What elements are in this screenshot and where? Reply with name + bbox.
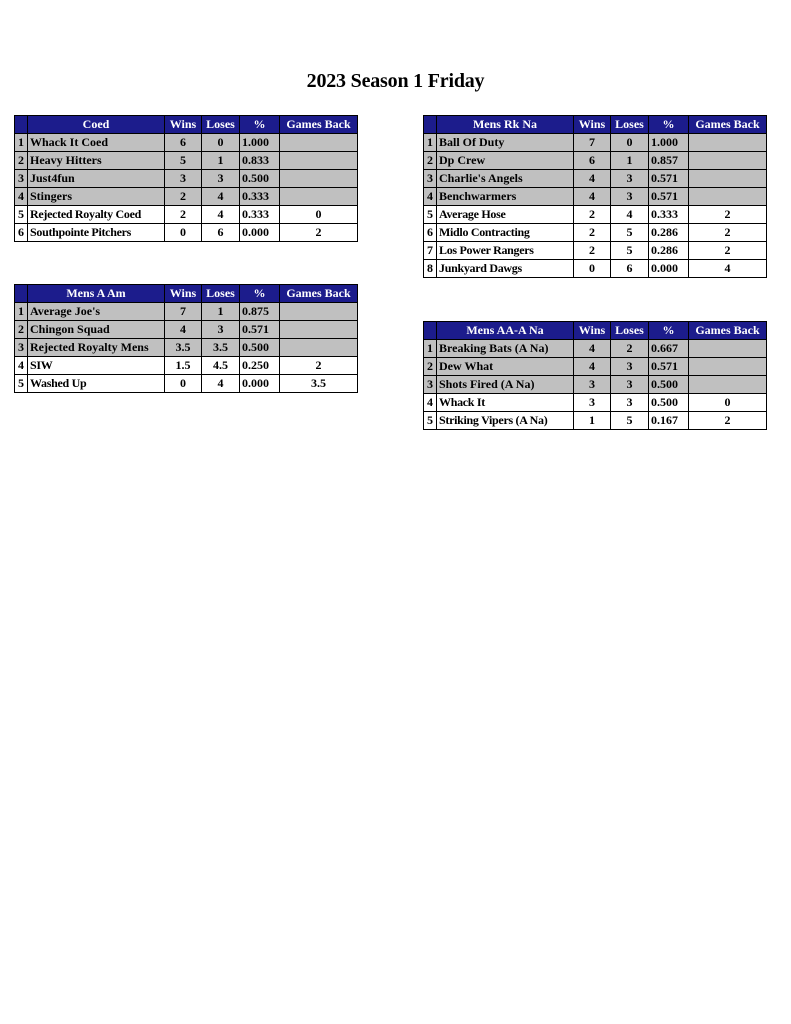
rank-cell: 1 bbox=[424, 134, 437, 152]
team-name: Striking Vipers (A Na) bbox=[437, 412, 574, 430]
division-header: Mens AA-A Na bbox=[437, 322, 574, 340]
games-back-cell bbox=[280, 134, 358, 152]
team-name: Whack It bbox=[437, 394, 574, 412]
loses-cell: 1 bbox=[202, 303, 240, 321]
rank-cell: 5 bbox=[15, 206, 28, 224]
wins-header: Wins bbox=[165, 116, 202, 134]
loses-cell: 5 bbox=[611, 224, 649, 242]
loses-cell: 6 bbox=[611, 260, 649, 278]
loses-cell: 4 bbox=[202, 375, 240, 393]
team-name: Shots Fired (A Na) bbox=[437, 376, 574, 394]
games-back-cell: 2 bbox=[689, 242, 767, 260]
table-row bbox=[424, 340, 767, 358]
pct-cell: 0.000 bbox=[240, 375, 280, 393]
pct-cell: 0.286 bbox=[649, 242, 689, 260]
pct-cell: 0.667 bbox=[649, 340, 689, 358]
games-back-cell: 3.5 bbox=[280, 375, 358, 393]
table-row bbox=[15, 303, 358, 321]
games-back-cell bbox=[689, 358, 767, 376]
rank-cell: 6 bbox=[424, 224, 437, 242]
games-back-cell bbox=[280, 321, 358, 339]
pct-cell: 0.500 bbox=[649, 394, 689, 412]
table-row bbox=[424, 358, 767, 376]
wins-cell: 2 bbox=[574, 224, 611, 242]
wins-cell: 3.5 bbox=[165, 339, 202, 357]
wins-header: Wins bbox=[574, 116, 611, 134]
standings-table-coed bbox=[14, 115, 358, 242]
loses-cell: 5 bbox=[611, 412, 649, 430]
wins-cell: 3 bbox=[574, 394, 611, 412]
pct-cell: 0.286 bbox=[649, 224, 689, 242]
rank-cell: 2 bbox=[15, 321, 28, 339]
games-back-cell bbox=[689, 376, 767, 394]
table-row bbox=[15, 339, 358, 357]
loses-cell: 3 bbox=[611, 188, 649, 206]
games-back-cell bbox=[689, 340, 767, 358]
wins-cell: 7 bbox=[165, 303, 202, 321]
table-row bbox=[15, 206, 358, 224]
games-back-cell bbox=[689, 188, 767, 206]
team-name: Dp Crew bbox=[437, 152, 574, 170]
table-row bbox=[424, 242, 767, 260]
team-name: SIW bbox=[28, 357, 165, 375]
wins-cell: 2 bbox=[574, 242, 611, 260]
wins-cell: 0 bbox=[574, 260, 611, 278]
loses-cell: 4 bbox=[202, 188, 240, 206]
loses-header: Loses bbox=[611, 322, 649, 340]
rank-cell: 4 bbox=[424, 394, 437, 412]
standings-table-mens-aa-a-na bbox=[423, 321, 767, 430]
team-name: Rejected Royalty Coed bbox=[28, 206, 165, 224]
wins-cell: 2 bbox=[574, 206, 611, 224]
pct-cell: 0.875 bbox=[240, 303, 280, 321]
table-row bbox=[424, 206, 767, 224]
games-back-cell: 2 bbox=[689, 206, 767, 224]
pct-cell: 1.000 bbox=[240, 134, 280, 152]
wins-cell: 0 bbox=[165, 375, 202, 393]
pct-header: % bbox=[649, 322, 689, 340]
pct-header: % bbox=[649, 116, 689, 134]
wins-cell: 1 bbox=[574, 412, 611, 430]
team-name: Average Joe's bbox=[28, 303, 165, 321]
loses-cell: 3 bbox=[611, 376, 649, 394]
rank-cell: 4 bbox=[424, 188, 437, 206]
pct-cell: 0.333 bbox=[649, 206, 689, 224]
rank-cell: 7 bbox=[424, 242, 437, 260]
team-name: Southpointe Pitchers bbox=[28, 224, 165, 242]
pct-cell: 0.571 bbox=[240, 321, 280, 339]
rank-cell: 1 bbox=[424, 340, 437, 358]
standings-table-mens-rk-na bbox=[423, 115, 767, 278]
wins-header: Wins bbox=[165, 285, 202, 303]
page-title: 2023 Season 1 Friday bbox=[306, 70, 485, 92]
loses-cell: 0 bbox=[611, 134, 649, 152]
rank-cell: 2 bbox=[15, 152, 28, 170]
rank-cell: 2 bbox=[424, 152, 437, 170]
standings-table-mens-a-am bbox=[14, 284, 358, 393]
wins-cell: 4 bbox=[574, 170, 611, 188]
table-row bbox=[424, 188, 767, 206]
team-name: Midlo Contracting bbox=[437, 224, 574, 242]
pct-header: % bbox=[240, 116, 280, 134]
loses-cell: 1 bbox=[202, 152, 240, 170]
rank-header bbox=[15, 116, 28, 134]
team-name: Breaking Bats (A Na) bbox=[437, 340, 574, 358]
pct-cell: 0.500 bbox=[649, 376, 689, 394]
games-back-cell: 2 bbox=[689, 224, 767, 242]
team-name: Heavy Hitters bbox=[28, 152, 165, 170]
team-name: Ball Of Duty bbox=[437, 134, 574, 152]
table-row bbox=[15, 357, 358, 375]
games-back-cell bbox=[689, 152, 767, 170]
rank-cell: 5 bbox=[15, 375, 28, 393]
loses-cell: 3 bbox=[611, 170, 649, 188]
rank-header bbox=[15, 285, 28, 303]
rank-cell: 4 bbox=[15, 357, 28, 375]
table-row bbox=[15, 152, 358, 170]
pct-cell: 0.000 bbox=[649, 260, 689, 278]
loses-cell: 3 bbox=[202, 321, 240, 339]
games-back-header: Games Back bbox=[689, 322, 767, 340]
games-back-cell bbox=[280, 188, 358, 206]
games-back-header: Games Back bbox=[280, 116, 358, 134]
wins-cell: 4 bbox=[574, 188, 611, 206]
loses-header: Loses bbox=[202, 116, 240, 134]
rank-cell: 5 bbox=[424, 412, 437, 430]
wins-cell: 3 bbox=[165, 170, 202, 188]
games-back-cell bbox=[280, 303, 358, 321]
pct-cell: 0.333 bbox=[240, 188, 280, 206]
pct-cell: 0.833 bbox=[240, 152, 280, 170]
loses-cell: 4 bbox=[611, 206, 649, 224]
rank-cell: 1 bbox=[15, 303, 28, 321]
rank-cell: 1 bbox=[15, 134, 28, 152]
team-name: Rejected Royalty Mens bbox=[28, 339, 165, 357]
pct-cell: 0.500 bbox=[240, 339, 280, 357]
loses-cell: 3 bbox=[611, 394, 649, 412]
table-header-row bbox=[424, 116, 767, 134]
table-header-row bbox=[15, 285, 358, 303]
table-header-row bbox=[424, 322, 767, 340]
wins-header: Wins bbox=[574, 322, 611, 340]
games-back-cell bbox=[689, 170, 767, 188]
pct-header: % bbox=[240, 285, 280, 303]
table-row bbox=[424, 224, 767, 242]
loses-cell: 5 bbox=[611, 242, 649, 260]
team-name: Junkyard Dawgs bbox=[437, 260, 574, 278]
loses-cell: 1 bbox=[611, 152, 649, 170]
pct-cell: 0.571 bbox=[649, 358, 689, 376]
pct-cell: 0.167 bbox=[649, 412, 689, 430]
table-row bbox=[424, 394, 767, 412]
games-back-cell: 2 bbox=[280, 224, 358, 242]
wins-cell: 4 bbox=[574, 358, 611, 376]
games-back-header: Games Back bbox=[280, 285, 358, 303]
loses-cell: 3 bbox=[611, 358, 649, 376]
table-row bbox=[15, 321, 358, 339]
team-name: Just4fun bbox=[28, 170, 165, 188]
loses-header: Loses bbox=[202, 285, 240, 303]
table-row bbox=[424, 376, 767, 394]
loses-cell: 3 bbox=[202, 170, 240, 188]
wins-cell: 5 bbox=[165, 152, 202, 170]
team-name: Chingon Squad bbox=[28, 321, 165, 339]
division-header: Mens A Am bbox=[28, 285, 165, 303]
division-header: Mens Rk Na bbox=[437, 116, 574, 134]
wins-cell: 4 bbox=[165, 321, 202, 339]
loses-cell: 2 bbox=[611, 340, 649, 358]
wins-cell: 7 bbox=[574, 134, 611, 152]
games-back-cell bbox=[280, 152, 358, 170]
pct-cell: 0.333 bbox=[240, 206, 280, 224]
wins-cell: 2 bbox=[165, 188, 202, 206]
team-name: Average Hose bbox=[437, 206, 574, 224]
rank-cell: 2 bbox=[424, 358, 437, 376]
table-row bbox=[424, 170, 767, 188]
team-name: Stingers bbox=[28, 188, 165, 206]
table-row bbox=[424, 152, 767, 170]
loses-cell: 0 bbox=[202, 134, 240, 152]
loses-cell: 6 bbox=[202, 224, 240, 242]
rank-cell: 8 bbox=[424, 260, 437, 278]
table-row bbox=[15, 224, 358, 242]
team-name: Charlie's Angels bbox=[437, 170, 574, 188]
games-back-cell bbox=[280, 339, 358, 357]
loses-cell: 4.5 bbox=[202, 357, 240, 375]
table-row bbox=[15, 134, 358, 152]
team-name: Dew What bbox=[437, 358, 574, 376]
table-row bbox=[15, 188, 358, 206]
wins-cell: 4 bbox=[574, 340, 611, 358]
table-row bbox=[424, 260, 767, 278]
wins-cell: 2 bbox=[165, 206, 202, 224]
rank-cell: 3 bbox=[424, 170, 437, 188]
pct-cell: 0.857 bbox=[649, 152, 689, 170]
pct-cell: 0.000 bbox=[240, 224, 280, 242]
pct-cell: 0.571 bbox=[649, 188, 689, 206]
table-row bbox=[424, 412, 767, 430]
loses-cell: 3.5 bbox=[202, 339, 240, 357]
rank-cell: 4 bbox=[15, 188, 28, 206]
games-back-cell: 4 bbox=[689, 260, 767, 278]
table-row bbox=[15, 375, 358, 393]
table-row bbox=[424, 134, 767, 152]
rank-header bbox=[424, 322, 437, 340]
games-back-cell: 2 bbox=[280, 357, 358, 375]
games-back-cell: 2 bbox=[689, 412, 767, 430]
pct-cell: 1.000 bbox=[649, 134, 689, 152]
games-back-cell bbox=[689, 134, 767, 152]
wins-cell: 0 bbox=[165, 224, 202, 242]
team-name: Whack It Coed bbox=[28, 134, 165, 152]
table-row bbox=[15, 170, 358, 188]
division-header: Coed bbox=[28, 116, 165, 134]
pct-cell: 0.250 bbox=[240, 357, 280, 375]
team-name: Washed Up bbox=[28, 375, 165, 393]
games-back-cell: 0 bbox=[280, 206, 358, 224]
loses-cell: 4 bbox=[202, 206, 240, 224]
wins-cell: 3 bbox=[574, 376, 611, 394]
rank-cell: 6 bbox=[15, 224, 28, 242]
wins-cell: 6 bbox=[574, 152, 611, 170]
pct-cell: 0.571 bbox=[649, 170, 689, 188]
table-header-row bbox=[15, 116, 358, 134]
rank-cell: 3 bbox=[424, 376, 437, 394]
pct-cell: 0.500 bbox=[240, 170, 280, 188]
rank-header bbox=[424, 116, 437, 134]
rank-cell: 3 bbox=[15, 170, 28, 188]
games-back-header: Games Back bbox=[689, 116, 767, 134]
loses-header: Loses bbox=[611, 116, 649, 134]
team-name: Benchwarmers bbox=[437, 188, 574, 206]
games-back-cell: 0 bbox=[689, 394, 767, 412]
rank-cell: 3 bbox=[15, 339, 28, 357]
wins-cell: 1.5 bbox=[165, 357, 202, 375]
rank-cell: 5 bbox=[424, 206, 437, 224]
wins-cell: 6 bbox=[165, 134, 202, 152]
games-back-cell bbox=[280, 170, 358, 188]
team-name: Los Power Rangers bbox=[437, 242, 574, 260]
